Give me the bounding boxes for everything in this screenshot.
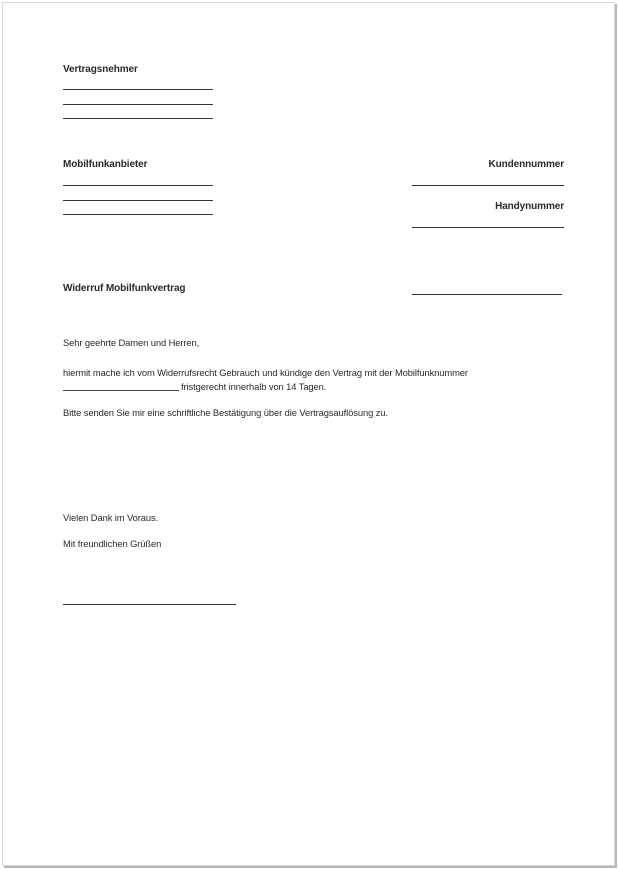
contractor-line-2[interactable]: [63, 104, 213, 105]
date-line[interactable]: [412, 294, 562, 295]
salutation-text: Sehr geehrte Damen und Herren,: [63, 337, 200, 348]
body-line-2-suffix: fristgerecht innerhalb von 14 Tagen.: [181, 381, 327, 392]
provider-line-3[interactable]: [63, 214, 213, 215]
thanks-text: Vielen Dank im Voraus.: [63, 512, 159, 523]
contractor-line-1[interactable]: [63, 89, 213, 90]
customer-number-line[interactable]: [412, 185, 564, 186]
body-line-2: [63, 381, 326, 392]
provider-label: Mobilfunkanbieter: [63, 159, 148, 170]
closing-text: Mit freundlichen Grüßen: [63, 538, 162, 549]
mobile-number-line[interactable]: [412, 227, 564, 228]
contractor-label: Vertragsnehmer: [63, 64, 138, 75]
customer-number-label: Kundennummer: [488, 159, 564, 170]
mobile-number-blank[interactable]: [63, 381, 179, 391]
body-line-3: Bitte senden Sie mir eine schriftliche Bestätigung über die Vertragsauflösung zu.: [63, 407, 388, 418]
contractor-line-3[interactable]: [63, 118, 213, 119]
mobile-number-label: Handynummer: [495, 201, 564, 212]
subject-heading: Widerruf Mobilfunkvertrag: [63, 283, 186, 294]
signature-line[interactable]: [63, 604, 236, 605]
document-page: [2, 2, 615, 866]
provider-line-2[interactable]: [63, 200, 213, 201]
provider-line-1[interactable]: [63, 185, 213, 186]
body-line-1: hiermit mache ich vom Widerrufsrecht Gebrauch und kündige den Vertrag mit der Mobilfunknummer: [63, 367, 468, 378]
